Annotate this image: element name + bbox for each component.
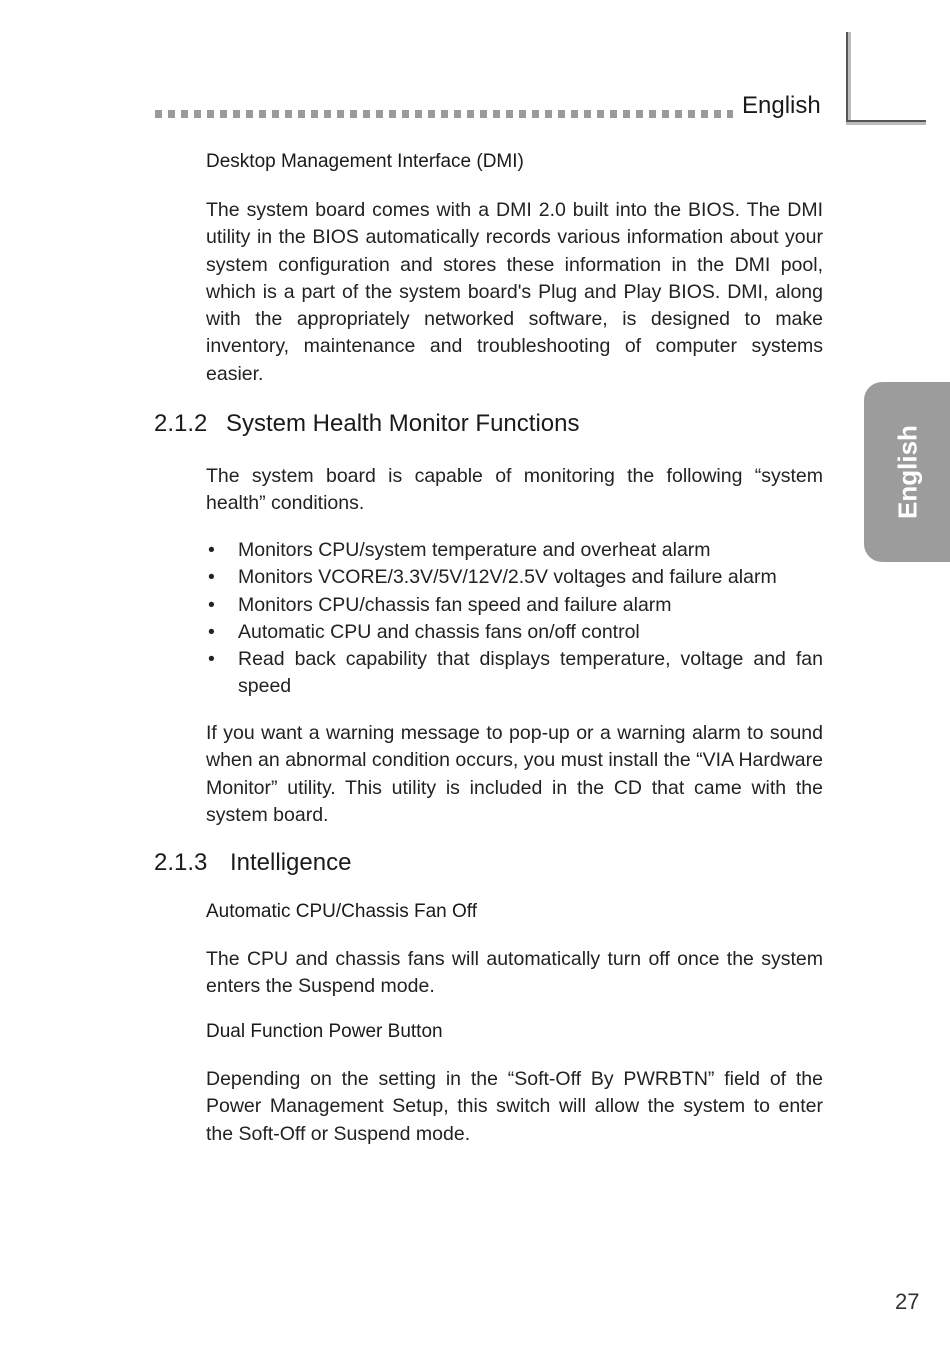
- list-item: [206, 646, 823, 701]
- list-item: [206, 537, 823, 564]
- intelligence-section-title: Intelligence: [230, 849, 352, 876]
- bullet-mark: •: [208, 620, 215, 643]
- intelligence-section-number: 2.1.3: [154, 849, 208, 876]
- power-button-heading: Dual Function Power Button: [206, 1021, 443, 1042]
- list-item: [206, 592, 823, 619]
- corner-mark-vertical: [846, 32, 851, 125]
- fan-off-paragraph: The CPU and chassis fans will automatically turn off once the system enters the Suspend mode.: [206, 948, 823, 998]
- health-intro-paragraph: The system board is capable of monitoring the following “system health” conditions.: [206, 465, 823, 515]
- health-section-heading: [154, 410, 579, 438]
- bullet-mark: •: [208, 539, 215, 561]
- intelligence-section-heading: [154, 849, 351, 877]
- health-section-number: 2.1.2: [154, 410, 208, 437]
- side-language-tab: [864, 382, 950, 562]
- list-item: [206, 619, 823, 646]
- list-item-text: Read back capability that displays temperature, voltage and fan speed: [238, 648, 823, 698]
- list-item-text: Monitors VCORE/3.3V/5V/12V/2.5V voltages and failure alarm: [238, 566, 777, 589]
- list-item: [206, 564, 823, 591]
- header-dotted-rule: [155, 110, 733, 118]
- dmi-paragraph: The system board comes with a DMI 2.0 built into the BIOS. The DMI utility in the BIOS automatically records various information about your system configuration and stores these information in the DMI pool, which is a part of the system board's Plug and Play BIOS. DMI, along with the appropriately networked software, is designed to make inventory, maintenance and troubleshooting of computer systems easier.: [206, 199, 823, 385]
- bullet-mark: •: [208, 648, 215, 671]
- side-tab-label: English: [892, 425, 923, 519]
- power-button-paragraph: Depending on the setting in the “Soft-Off By PWRBTN” field of the Power Management Setup, this switch will allow the system to enter the Soft-Off or Suspend mode.: [206, 1068, 823, 1145]
- list-item-text: Monitors CPU/system temperature and overheat alarm: [238, 539, 711, 561]
- dmi-heading: Desktop Management Interface (DMI): [206, 151, 524, 172]
- list-item-text: Monitors CPU/chassis fan speed and failure alarm: [238, 593, 672, 616]
- list-item-text: Automatic CPU and chassis fans on/off control: [238, 620, 640, 643]
- bullet-mark: •: [208, 593, 215, 616]
- corner-mark-horizontal: [846, 120, 926, 125]
- health-section-title: System Health Monitor Functions: [226, 410, 580, 437]
- fan-off-heading: Automatic CPU/Chassis Fan Off: [206, 901, 478, 922]
- bullet-mark: •: [208, 566, 215, 589]
- page-number: 27: [895, 1289, 920, 1314]
- health-outro-paragraph: If you want a warning message to pop-up or a warning alarm to sound when an abnormal condition occurs, you must install the “VIA Hardware Monitor” utility. This utility is included in the CD that came with the system board.: [206, 722, 823, 826]
- health-bullet-list: [206, 537, 823, 701]
- header-language-label: English: [742, 92, 821, 119]
